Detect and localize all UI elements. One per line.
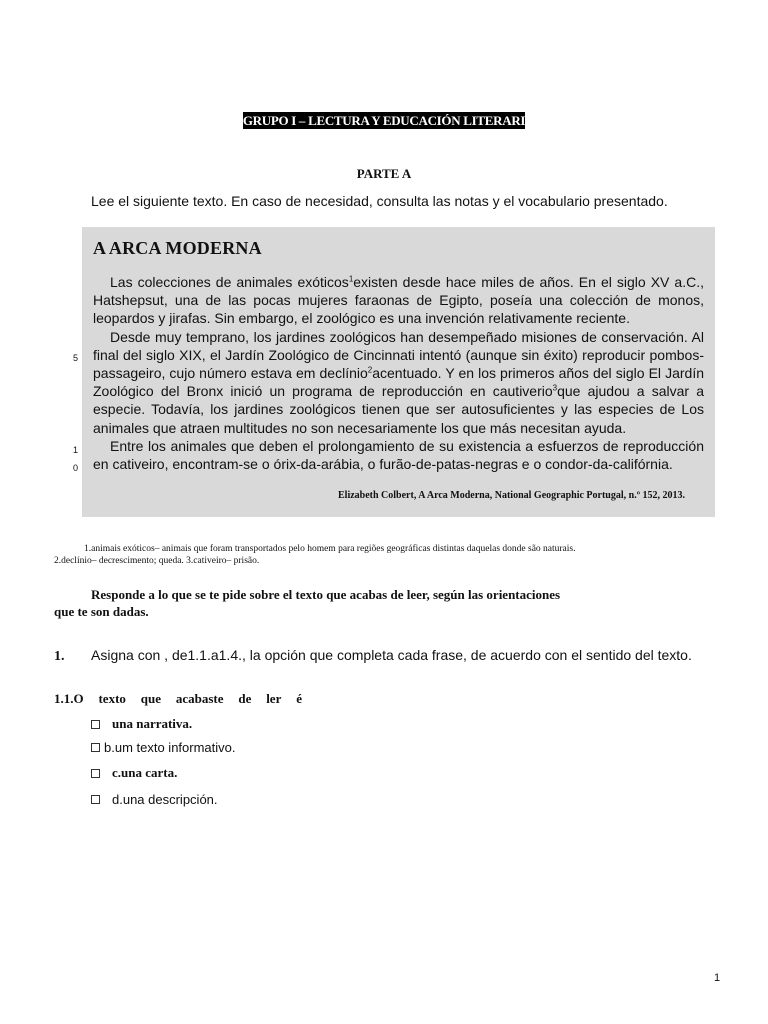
question-word: acabaste bbox=[175, 691, 224, 706]
checkbox[interactable] bbox=[91, 769, 100, 778]
checkbox[interactable] bbox=[91, 743, 100, 752]
question-text: Asigna con , de1.1.a1.4., la opción que completa cada frase, de acuerdo con el sentido del texto. bbox=[91, 647, 692, 663]
question-word: ler bbox=[266, 691, 282, 706]
footnote-1: 1.animais exóticos– animais que foram transportados pelo homem para regiões geográficas distintas daquelas donde são naturais. bbox=[84, 544, 576, 554]
paragraph-text: Las colecciones de animales exóticos bbox=[110, 274, 349, 290]
option-label: d.una descripción. bbox=[112, 792, 218, 807]
option-b[interactable] bbox=[91, 740, 236, 755]
page-number: 1 bbox=[714, 972, 721, 984]
paragraph-text: que ajudou a salvar a especie. Todavía, los jardines zoológicos tienen que ser autosuficientes y las especies de Los animales que atraen multitudes no son necesariamente los que más necesitan ayuda. bbox=[93, 383, 705, 436]
article-paragraph-1 bbox=[93, 273, 704, 328]
question-number: 1. bbox=[54, 649, 65, 664]
footnote-2: 2.declínio– decrescimento; queda. 3.cativeiro– prisão. bbox=[54, 556, 260, 566]
article-body bbox=[93, 273, 704, 473]
article-paragraph-3: Entre los animales que deben el prolongamiento de su existencia a esfuerzos de reproducción en cativeiro, encontram-se o órix-da-arábia, o furão-de-patas-negras e o condor-da-califórnia. bbox=[93, 437, 704, 473]
article-box bbox=[82, 227, 715, 517]
option-label: una narrativa. bbox=[112, 716, 193, 731]
respond-line-1: Responde a lo que se te pide sobre el texto que acabas de leer, según las orientaciones bbox=[91, 587, 561, 602]
footnote-ref: 2 bbox=[367, 365, 373, 375]
option-label: b.um texto informativo. bbox=[104, 740, 236, 755]
option-d[interactable] bbox=[91, 792, 218, 807]
respond-instruction bbox=[54, 586, 654, 620]
line-number: 5 bbox=[73, 353, 79, 363]
group-title bbox=[0, 112, 768, 130]
checkbox[interactable] bbox=[91, 720, 100, 729]
question-1-1 bbox=[54, 691, 302, 707]
paragraph-text: Desde muy temprano, los jardines zoológicos han desempeñado misiones de conservación. Al final del siglo XIX, el Jardín Zoológico de Cincinnati intentó (aunque sin éxito) reproducir pombos-passageiro, cujo número estava em declínio bbox=[93, 328, 704, 382]
article-paragraph-2 bbox=[93, 328, 704, 437]
question-word: de bbox=[238, 691, 252, 706]
option-c[interactable] bbox=[91, 765, 177, 781]
footnote-ref: 3 bbox=[552, 383, 558, 393]
part-title: PARTE A bbox=[356, 166, 412, 181]
option-a[interactable] bbox=[91, 716, 192, 732]
paragraph-text: existen desde hace miles de años. En el siglo XV a.C., Hatshepsut, una de las pocas mujeres faraonas de Egipto, poseía una colección de monos, leopardos y jirafas. Sin embargo, el zoológico es una invención relativamente reciente. bbox=[93, 274, 704, 327]
footnotes bbox=[54, 543, 734, 567]
respond-line-2: que te son dadas. bbox=[54, 604, 149, 619]
instruction-text: Lee el siguiente texto. En caso de necesidad, consulta las notas y el vocabulario presentado. bbox=[91, 193, 668, 209]
line-number: 1 bbox=[73, 445, 79, 455]
checkbox[interactable] bbox=[91, 795, 100, 804]
question-word: 1.1.O bbox=[54, 691, 84, 706]
group-title-label: GRUPO I – LECTURA Y EDUCACIÓN LITERARI bbox=[242, 113, 526, 128]
paragraph-text: acentuado. Y en los primeros años del siglo El Jardín Zoológico del Bronx inició un programa de reproducción en cautiverio bbox=[93, 365, 704, 400]
option-label: c.una carta. bbox=[112, 765, 178, 780]
question-word: que bbox=[140, 691, 161, 706]
footnote-ref: 1 bbox=[348, 274, 354, 284]
question-1 bbox=[54, 647, 714, 665]
line-number: 0 bbox=[73, 463, 79, 473]
article-title: A ARCA MODERNA bbox=[93, 238, 262, 258]
article-source: Elizabeth Colbert, A Arca Moderna, National Geographic Portugal, n.º 152, 2013. bbox=[338, 490, 685, 501]
question-word: texto bbox=[98, 691, 126, 706]
question-word: é bbox=[296, 691, 302, 706]
